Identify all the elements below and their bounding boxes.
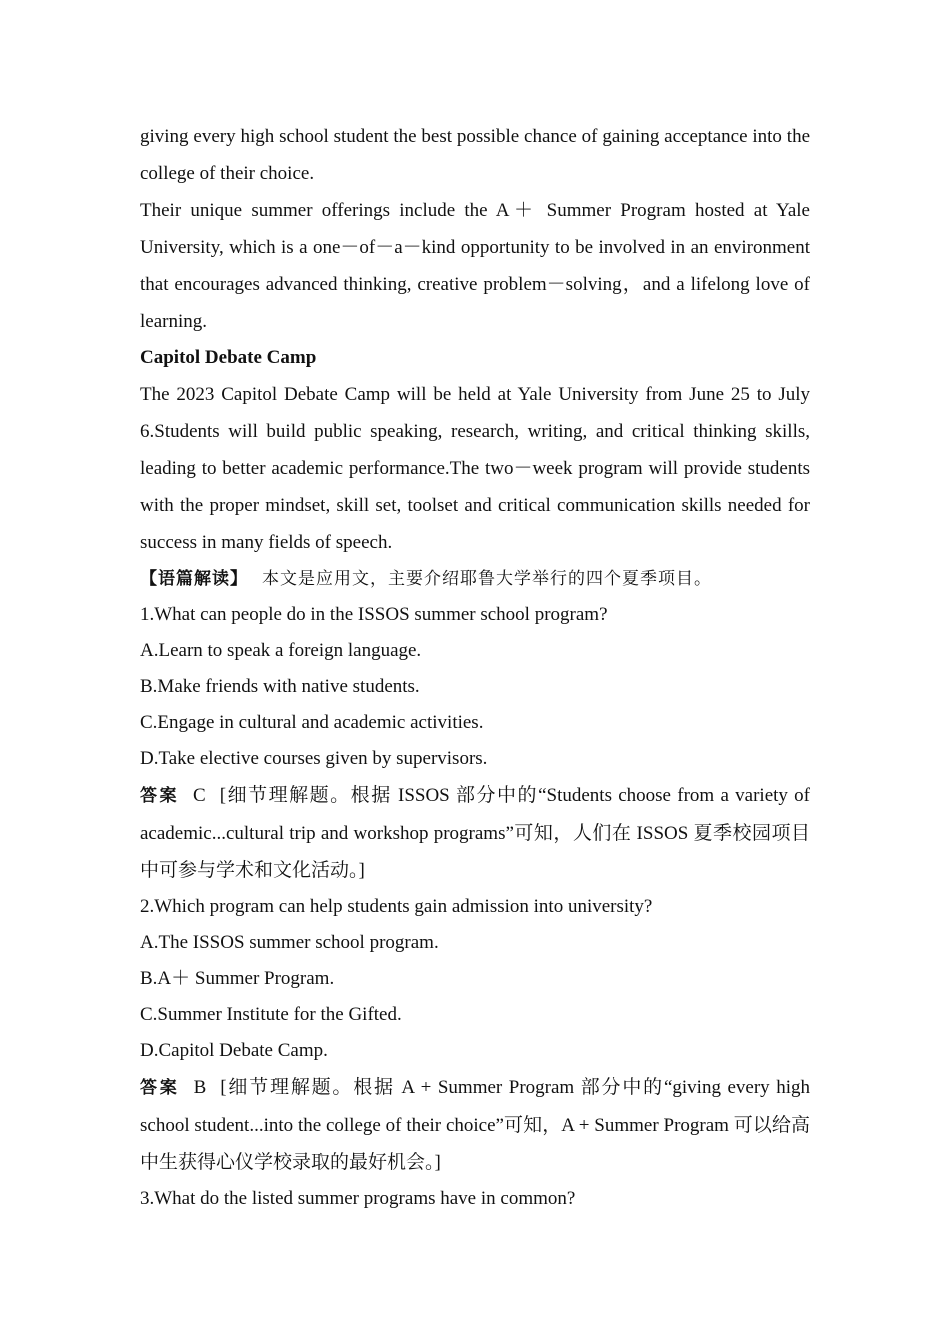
- q2-answer-label: 答案: [140, 1078, 180, 1098]
- q2-explanation: [细节理解题。根据 A + Summer Program 部分中的“giving every high school student...into the college of their choice”可知，A + Summer Program 可以给高中生获得心仪学校录取的最好机会。]: [140, 1077, 811, 1173]
- question-2: 2.Which program can help students gain admission into university?: [140, 896, 653, 917]
- q2-option-d: D.Capitol Debate Camp.: [140, 1040, 328, 1061]
- section-heading-debate-camp: Capitol Debate Camp: [140, 347, 317, 368]
- q2-option-a: A.The ISSOS summer school program.: [140, 932, 439, 953]
- analysis-text: 本文是应用文，主要介绍耶鲁大学举行的四个夏季项目。: [262, 569, 712, 589]
- q1-answer-label: 答案: [140, 786, 180, 806]
- q1-option-c: C.Engage in cultural and academic activities.: [140, 712, 484, 733]
- question-1: 1.What can people do in the ISSOS summer school program?: [140, 604, 608, 625]
- passage-analysis: [140, 561, 810, 597]
- q1-option-b: B.Make friends with native students.: [140, 676, 420, 697]
- q2-answer-letter: B: [193, 1077, 207, 1098]
- analysis-label: 【语篇解读】: [140, 569, 248, 589]
- paragraph-a-plus-offerings: Their unique summer offerings include the A＋ Summer Program hosted at Yale University, which is a one－of－a－kind opportunity to be involved in an environment that encourages advanced thinking, creative problem－solving，and a lifelong love of learning.: [140, 200, 810, 332]
- paragraph-a-plus-intro: giving every high school student the best possible chance of gaining acceptance into the college of their choice.: [140, 126, 810, 184]
- q2-answer: [140, 1069, 810, 1181]
- q1-answer: [140, 777, 810, 889]
- document-page: [140, 118, 810, 1217]
- q2-option-b: B.A＋ Summer Program.: [140, 968, 335, 989]
- q1-option-a: A.Learn to speak a foreign language.: [140, 640, 422, 661]
- q1-answer-letter: C: [193, 785, 206, 806]
- paragraph-debate-camp: The 2023 Capitol Debate Camp will be held at Yale University from June 25 to July 6.Students will build public speaking, research, writing, and critical thinking skills, leading to better academic performance.The two－week program will provide students with the proper mindset, skill set, toolset and critical communication skills needed for success in many fields of speech.: [140, 384, 810, 553]
- q2-option-c: C.Summer Institute for the Gifted.: [140, 1004, 402, 1025]
- question-3: 3.What do the listed summer programs have in common?: [140, 1188, 576, 1209]
- q1-option-d: D.Take elective courses given by supervisors.: [140, 748, 488, 769]
- q1-explanation: [细节理解题。根据 ISSOS 部分中的“Students choose from a variety of academic...cultural trip and workshop programs”可知，人们在 ISSOS 夏季校园项目中可参与学术和文化活动。]: [140, 785, 811, 881]
